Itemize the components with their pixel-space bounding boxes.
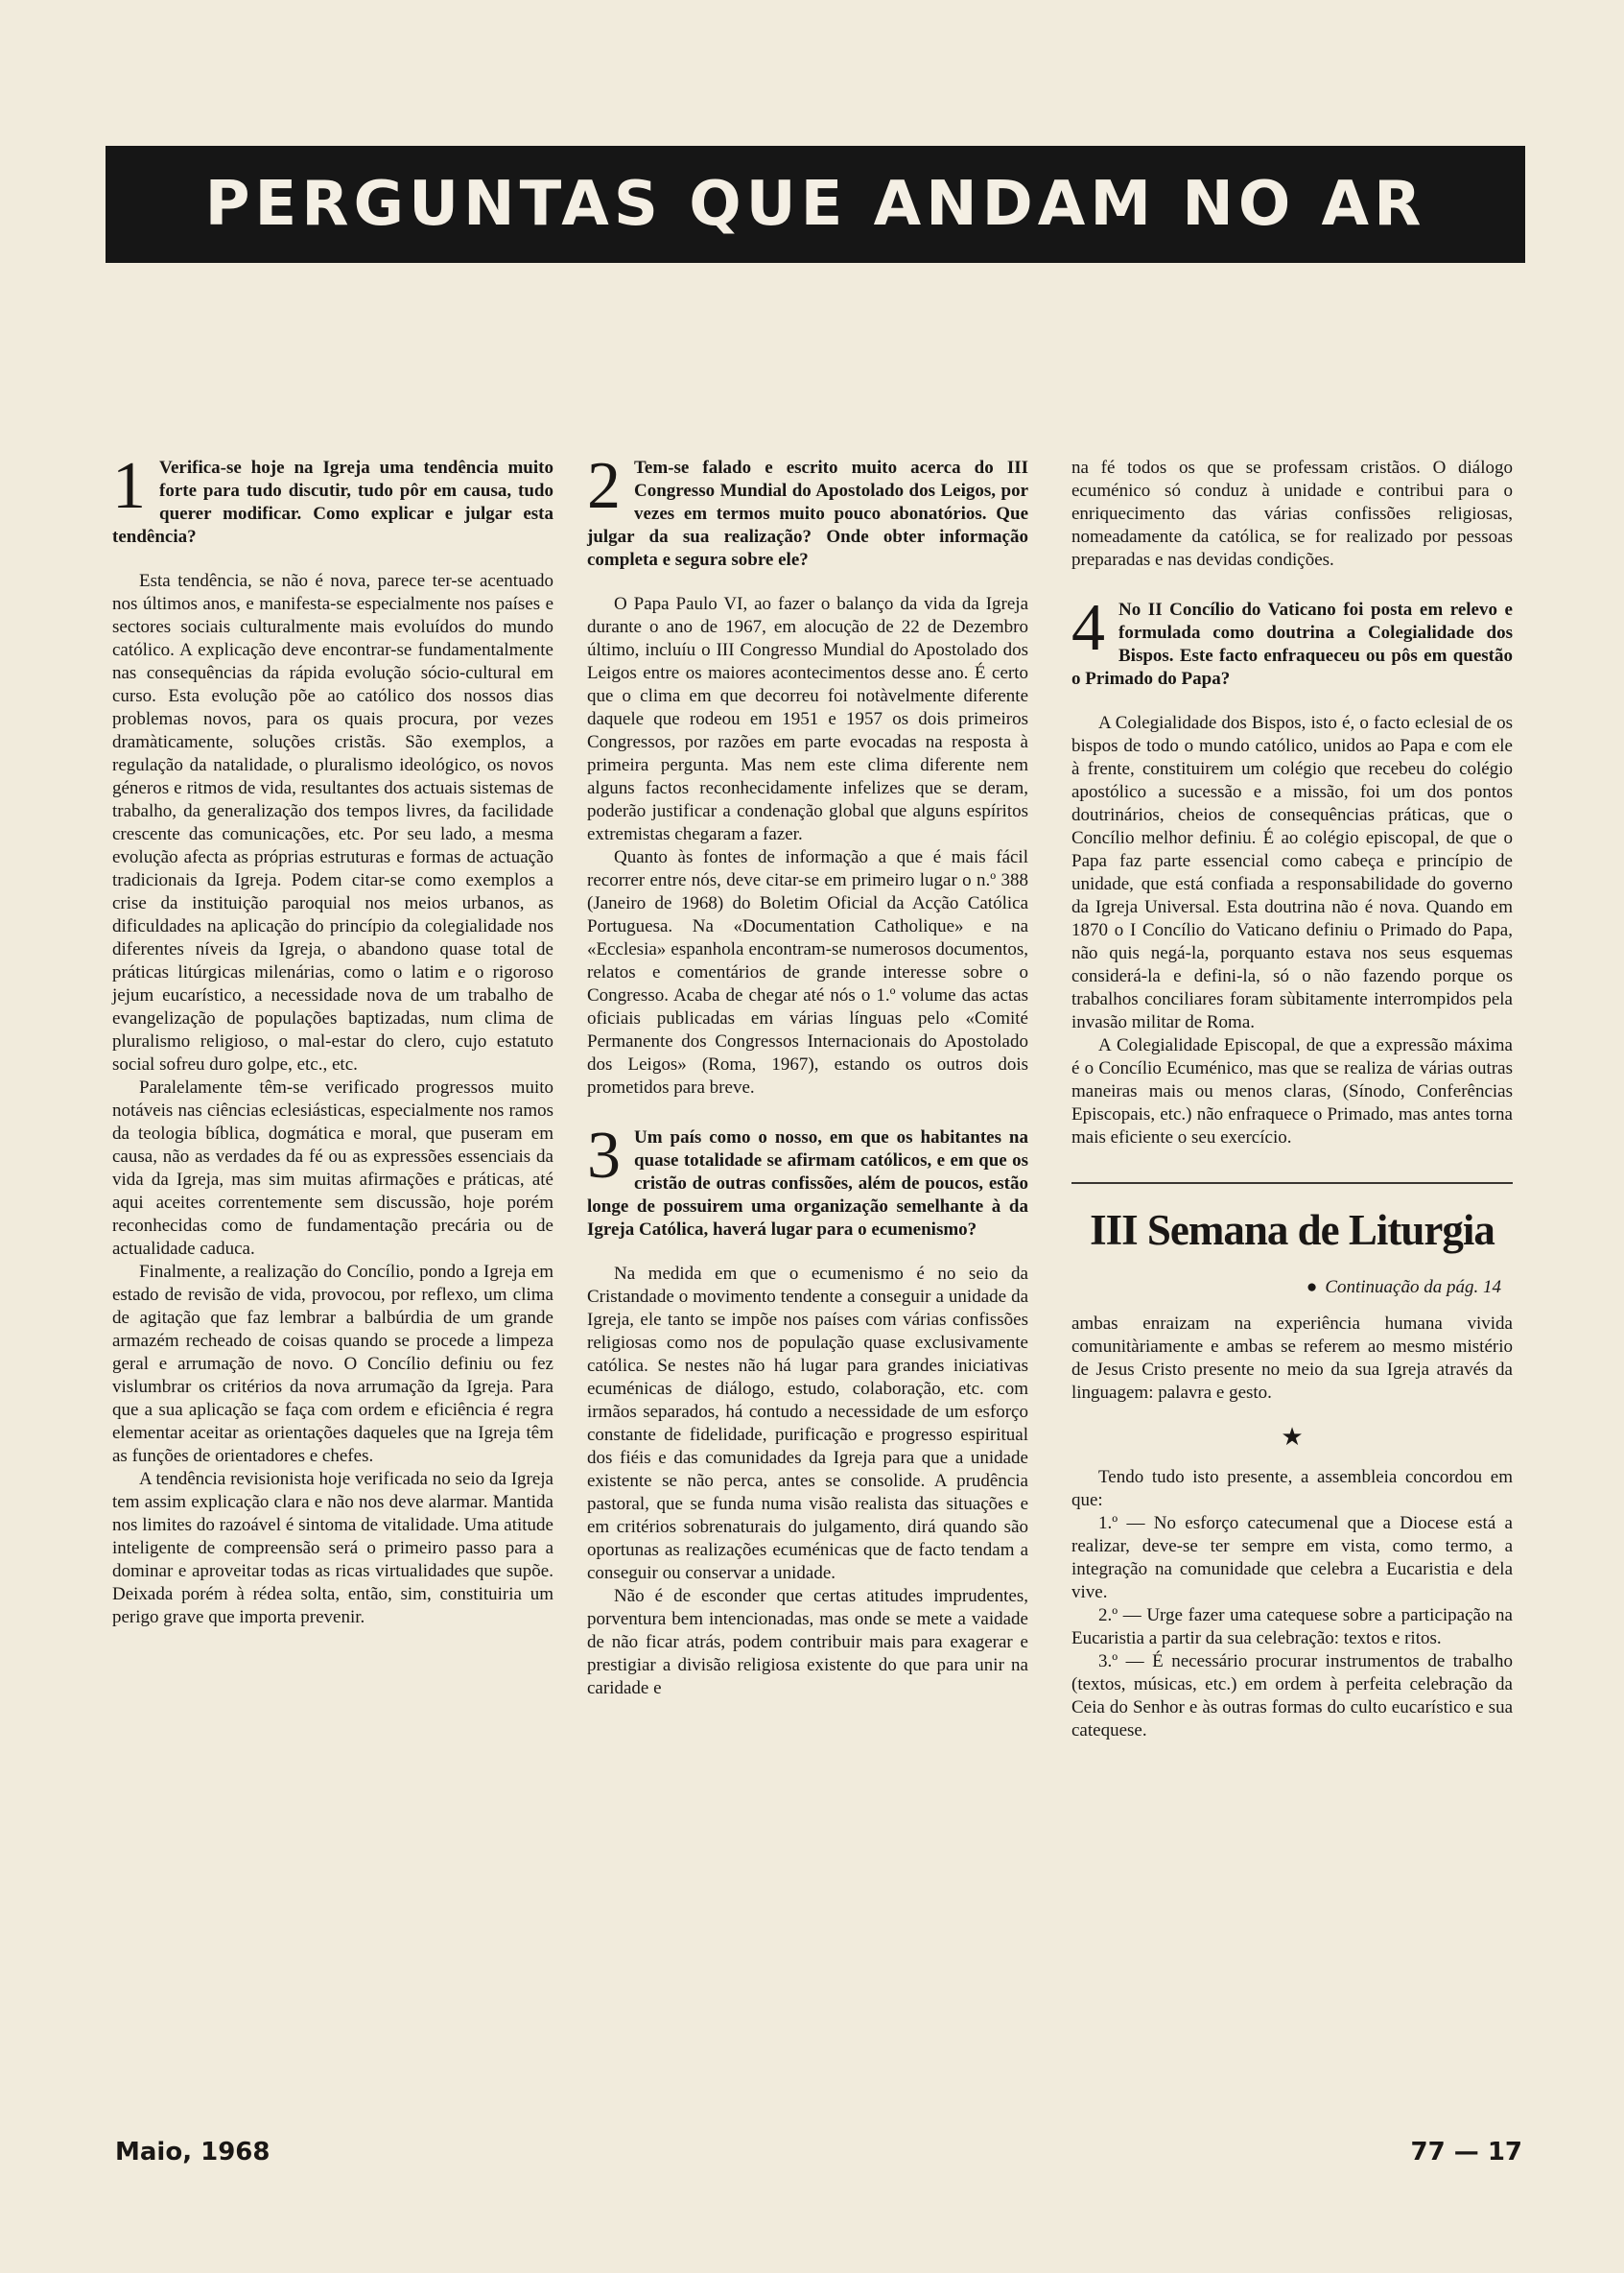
list-item: 3.º — É necessário procurar instrumentos de trabalho (textos, músicas, etc.) em ordem à perfeita celebração da Ceia do Senhor e às outras formas do culto eucarístico e sua catequese. [1071, 1651, 1513, 1740]
bullet-icon: ● [1306, 1277, 1318, 1297]
answer-paragraph: A tendência revisionista hoje verificada no seio da Igreja tem assim explicação clara e não nos deve alarmar. Mantida nos limites do razoável é sintoma de vitalidade. Uma atitude inteligente de compreensão será o primeiro passo para a dominar e aproveitar todas as ricas virtualidades que supõe. Deixada porém à rédea solta, então, sim, constituiria um perigo grave que importa prevenir. [112, 1469, 553, 1627]
footer-page-number: 77 — 17 [1410, 2138, 1522, 2166]
question-number: 4 [1071, 591, 1105, 665]
answer-paragraph: A Colegialidade dos Bispos, isto é, o facto eclesial de os bispos de todo o mundo católico, unidos ao Papa e com ele à frente, constituirem um colégio que recebeu do colégio apostólico a sucessão e a missão, foi um dos pontos doutrinários, cheios de consequências práticas, que o Concílio melhor definiu. É ao colégio episcopal, de que o Papa faz parte essencial como cabeça e princípio de unidade, que está confiada a responsabilidade do governo da Igreja Universal. Esta doutrina não é nova. Quando em 1870 o I Concílio do Vaticano definiu o Primado do Papa, não quis negá-la, porquanto estava nos seus esquemas considerá-la e defini-la, só o não fazendo porque os trabalhos conciliares foram sùbitamente interrompidos pela invasão militar de Roma. [1071, 713, 1513, 1032]
answer-paragraph: Paralelamente têm-se verificado progressos muito notáveis nas ciências eclesiásticas, especialmente nos ramos da teologia bíblica, dogmática e moral, que puseram em causa, não as verdades da fé ou as expressões essenciais da vida da Igreja, mas sim muitas afirmações e práticas, até aqui aceites correntemente sem discussão, hoje porém reconhecidas como de fundamentação precária ou de actualidade caduca. [112, 1077, 553, 1259]
article-paragraph: Tendo tudo isto presente, a assembleia concordou em que: [1071, 1467, 1513, 1510]
page-title-banner: PERGUNTAS QUE ANDAM NO AR [106, 146, 1525, 263]
question-text: No II Concílio do Vaticano foi posta em relevo e formulada como doutrina a Colegialidade dos Bispos. Este facto enfraqueceu ou pôs em questão o Primado do Papa? [1071, 600, 1513, 689]
question-text: Tem-se falado e escrito muito acerca do III Congresso Mundial do Apostolado dos Leigos, por vezes em termos muito pouco abonatórios. Que julgar da sua realização? Onde obter informação completa e segura sobre ele? [587, 458, 1028, 570]
article-title: III Semana de Liturgia [1090, 1206, 1495, 1254]
question-number: 2 [587, 449, 621, 523]
answer-paragraph: Na medida em que o ecumenismo é no seio da Cristandade o movimento tendente a conseguir a unidade da Igreja, ele tanto se impõe nos países com várias confissões religiosas como nos de população quase exclusivamente católica. Se nestes não há lugar para grandes iniciativas ecuménicas de diálogo, estudo, colaboração, etc. com irmãos separados, há contudo a necessidade de um esforço constante de fidelidade, purificação e progresso espiritual dos fiéis e das comunidades da Igreja para que a unidade existente se não perca, antes se consolide. A prudência pastoral, que se funda numa visão realista das situações e em critérios sobrenaturais do julgamento, dirá quando são oportunas as realizações ecuménicas que de facto tendam a conseguir ou conservar a unidade. [587, 1264, 1028, 1583]
answer-paragraph: Quanto às fontes de informação a que é mais fácil recorrer entre nós, deve citar-se em primeiro lugar o n.º 388 (Janeiro de 1968) do Boletim Oficial da Acção Católica Portuguesa. Na «Documentation Catholique» e na «Ecclesia» espanhola encontram-se numerosos documentos, relatos e comentários de grande interesse sobre o Congresso. Acaba de chegar até nós o 1.º volume das actas oficiais publicadas em várias línguas pelo «Comité Permanente dos Congressos Internacionais do Apostolado dos Leigos» (Roma, 1967), estando os outros dois prometidos para breve. [587, 847, 1028, 1098]
question-number: 1 [112, 449, 146, 523]
question-number: 3 [587, 1119, 621, 1193]
question-2 [587, 449, 1028, 572]
question-1 [112, 449, 553, 549]
answer-paragraph: O Papa Paulo VI, ao fazer o balanço da vida da Igreja durante o ano de 1967, em alocução de 22 de Dezembro último, incluíu o III Congresso Mundial do Apostolado dos Leigos entre os maiores acontecimentos desse ano. É certo que o clima em que decorreu foi notàvelmente diferente daquele que rodeou em 1951 e 1957 os dois primeiros Congressos, por razões em parte evocadas na resposta à primeira pergunta. Mas nem este clima diferente nem alguns factos reconhecidamente infelizes que se deram, poderão justificar a condenação global que alguns espíritos extremistas chegaram a fazer. [587, 594, 1028, 844]
column-3 [1071, 457, 1513, 1742]
answer-paragraph: Finalmente, a realização do Concílio, pondo a Igreja em estado de revisão de vida, provocou, por reflexo, um clima de agitação que faz lembrar a balbúrdia de um grande armazém recheado de coisas quando se procede a limpeza geral e arrumação de novo. O Concílio definiu ou fez vislumbrar os critérios da nova arrumação da Igreja. Para que a sua aplicação se faça com ordem e eficiência é regra elementar aceitar as orientações daqueles que na Igreja têm as funções de orientadores e chefes. [112, 1262, 553, 1466]
column-2 [587, 449, 1028, 1700]
answer-paragraph: Esta tendência, se não é nova, parece ter-se acentuado nos últimos anos, e manifesta-se especialmente nos países e sectores sociais culturalmente mais evoluídos do mundo católico. A explicação deve encontrar-se fundamentalmente nas consequências da rápida evolução sócio-cultural em curso. Esta evolução põe ao católico dos nossos dias problemas novos, para os quais procura, por vezes dramàticamente, soluções cristãs. São exemplos, a regulação da natalidade, o pluralismo ideológico, os novos géneros e ritmos de vida, resultantes dos actuais sistemas de trabalho, da generalização dos tempos livres, da facilidade crescente das comunicações, etc. Por seu lado, a mesma evolução afecta as próprias estruturas e formas de actuação tradicionais da Igreja. Podem citar-se como exemplos a crise da instituição paroquial nos meios urbanos, as dificuldades na aplicação do princípio da colegialidade nos diferentes níveis da Igreja, o abandono quase total de práticas litúrgicas milenárias, como o latim e o rigoroso jejum eucarístico, a necessidade nova de um trabalho de evangelização de populações baptizadas, num clima de pluralismo religioso, o mal-estar do clero, cujo estatuto social sofreu duro golpe, etc., etc. [112, 571, 553, 1075]
answer-paragraph: A Colegialidade Episcopal, de que a expressão máxima é o Concílio Ecuménico, mas que se realiza de várias outras maneiras mais ou menos claras, (Sínodo, Conferências Episcopais, etc.) não enfraquece o Primado, mas antes torna mais eficiente o seu exercício. [1071, 1035, 1513, 1148]
article-paragraph: ambas enraizam na experiência humana vivida comunitàriamente e ambas se referem ao mesmo mistério de Jesus Cristo presente no meio da sua Igreja através da linguagem: palavra e gesto. [1071, 1314, 1513, 1403]
section-divider [1071, 1182, 1513, 1184]
continued-note: ● Continuação da pág. 14 [1306, 1277, 1501, 1297]
list-item: 2.º — Urge fazer uma catequese sobre a participação na Eucaristia a partir da sua celebração: textos e ritos. [1071, 1605, 1513, 1648]
question-text: Verifica-se hoje na Igreja uma tendência muito forte para tudo discutir, tudo pôr em causa, tudo querer modificar. Como explicar e julgar esta tendência? [112, 458, 553, 547]
footer-date: Maio, 1968 [115, 2138, 271, 2166]
star-icon: ★ [1281, 1423, 1304, 1451]
answer-paragraph: Não é de esconder que certas atitudes imprudentes, porventura bem intencionadas, mas onde se mete a vaidade de não ficar atrás, podem contribuir mais para exagerar e prestigiar a divisão religiosa existente do que para unir na caridade e [587, 1586, 1028, 1698]
continuation-paragraph: na fé todos os que se professam cristãos. O diálogo ecuménico só conduz à unidade e contribui para o enriquecimento das várias confissões religiosas, nomeadamente da católica, se for realizado por pessoas preparadas e nas devidas condições. [1071, 458, 1513, 570]
list-item: 1.º — No esforço catecumenal que a Diocese está a realizar, deve-se ter sempre em vista, como termo, a integração na comunidade que celebra a Eucaristia e dela vive. [1071, 1513, 1513, 1602]
question-3 [587, 1119, 1028, 1242]
conclusions-list [1071, 1512, 1513, 1742]
question-text: Um país como o nosso, em que os habitantes na quase totalidade se afirmam católicos, e em que os cristão de outras confissões, além de poucos, estão longe de possuirem uma organização semelhante à da Igreja Católica, haverá lugar para o ecumenismo? [587, 1127, 1028, 1240]
column-1 [112, 449, 553, 1629]
question-4 [1071, 591, 1513, 691]
